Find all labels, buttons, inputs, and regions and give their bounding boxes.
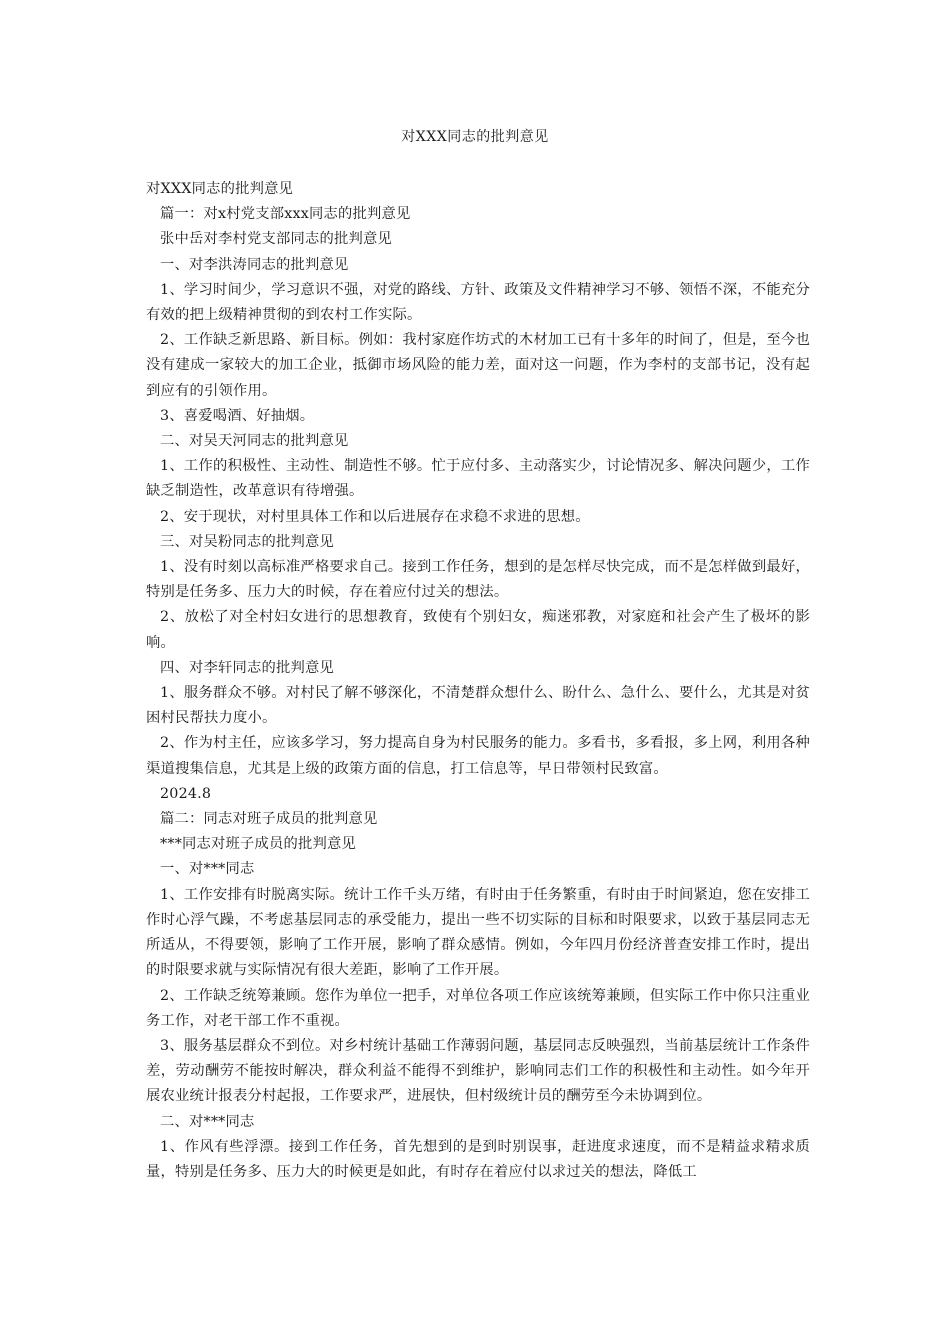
paragraph: 2、放松了对全村妇女进行的思想教育，致使有个别妇女，痴迷邪教，对家庭和社会产生了极坏的影响。 (146, 609, 810, 651)
paragraph: 1、工作安排有时脱离实际。统计工作千头万绪，有时由于任务繁重，有时由于时间紧迫，您在安排工作时心浮气躁，不考虑基层同志的承受能力，提出一些不切实际的目标和时限要求，以致于基层同志无所适从，不得要领，影响了工作开展，影响了群众感情。例如，今年四月份经济普查安排工作时，提出的时限要求就与实际情况有很大差距，影响了工作开展。 (146, 886, 810, 979)
paragraph: 2、作为村主任，应该多学习，努力提高自身为村民服务的能力。多看书，多看报，多上网，利用各种渠道搜集信息，尤其是上级的政策方面的信息，打工信息等，早日带领村民致富。 (146, 735, 810, 777)
section-heading: 篇二：同志对班子成员的批判意见 (160, 811, 378, 828)
body-heading: 对XXX同志的批判意见 (146, 181, 294, 197)
subsection-heading: 四、对李轩同志的批判意见 (160, 659, 334, 676)
subsection-heading: 一、对***同志 (160, 861, 255, 878)
section-subtitle: ***同志对班子成员的批判意见 (160, 836, 357, 853)
subsection-heading: 一、对李洪涛同志的批判意见 (160, 256, 349, 273)
paragraph: 1、工作的积极性、主动性、制造性不够。忙于应付多、主动落实少，讨论情况多、解决问题少，工作缺乏制造性，改革意识有待增强。 (146, 458, 810, 500)
paragraph: 2、工作缺乏新思路、新目标。例如：我村家庭作坊式的木材加工已有十多年的时间了，但是，至今也没有建成一家较大的加工企业，抵御市场风险的能力差，面对这一问题，作为李村的支部书记，没有起到应有的引领作用。 (146, 332, 810, 399)
subsection-heading: 二、对***同志 (160, 1113, 255, 1130)
paragraph: 1、学习时间少，学习意识不强，对党的路线、方针、政策及文件精神学习不够、领悟不深，不能充分有效的把上级精神贯彻的到农村工作实际。 (146, 281, 810, 324)
subsection-heading: 三、对吴粉同志的批判意见 (160, 533, 334, 550)
subsection-heading: 二、对吴天河同志的批判意见 (160, 433, 349, 450)
paragraph: 3、服务基层群众不到位。对乡村统计基础工作薄弱问题，基层同志反映强烈，当前基层统计工作条件差，劳动酬劳不能按时解决，群众利益不能得不到维护，影响同志们工作的积极性和主动性。如今年开展农业统计报表分村起报，工作要求严，进展快，但村级统计员的酬劳至今未协调到位。 (146, 1037, 810, 1105)
section-subtitle: 张中岳对李村党支部同志的批判意见 (160, 231, 392, 248)
paragraph: 1、没有时刻以高标准严格要求自己。接到工作任务，想到的是怎样尽快完成，而不是怎样做到最好，特别是任务多、压力大的时候，存在着应付过关的想法。 (146, 559, 810, 601)
paragraph: 2、工作缺乏统筹兼顾。您作为单位一把手，对单位各项工作应该统筹兼顾，但实际工作中你只注重业务工作，对老干部工作不重视。 (146, 987, 810, 1029)
document-body (146, 177, 810, 1185)
date-line: 2024.8 (160, 785, 212, 802)
document-title: 对XXX同志的批判意见 (401, 129, 549, 145)
section-heading: 篇一：对x村党支部xxx同志的批判意见 (160, 206, 411, 223)
paragraph: 1、服务群众不够。对村民了解不够深化，不清楚群众想什么、盼什么、急什么、要什么，尤其是对贫困村民帮扶力度小。 (146, 685, 810, 727)
paragraph: 1、作风有些浮漂。接到工作任务，首先想到的是到时别误事，赶进度求速度，而不是精益求精求质量，特别是任务多、压力大的时候更是如此，有时存在着应付以求过关的想法，降低工 (146, 1138, 810, 1180)
paragraph: 2、安于现状，对村里具体工作和以后进展存在求稳不求进的思想。 (160, 508, 590, 525)
paragraph: 3、喜爱喝酒、好抽烟。 (160, 407, 315, 424)
